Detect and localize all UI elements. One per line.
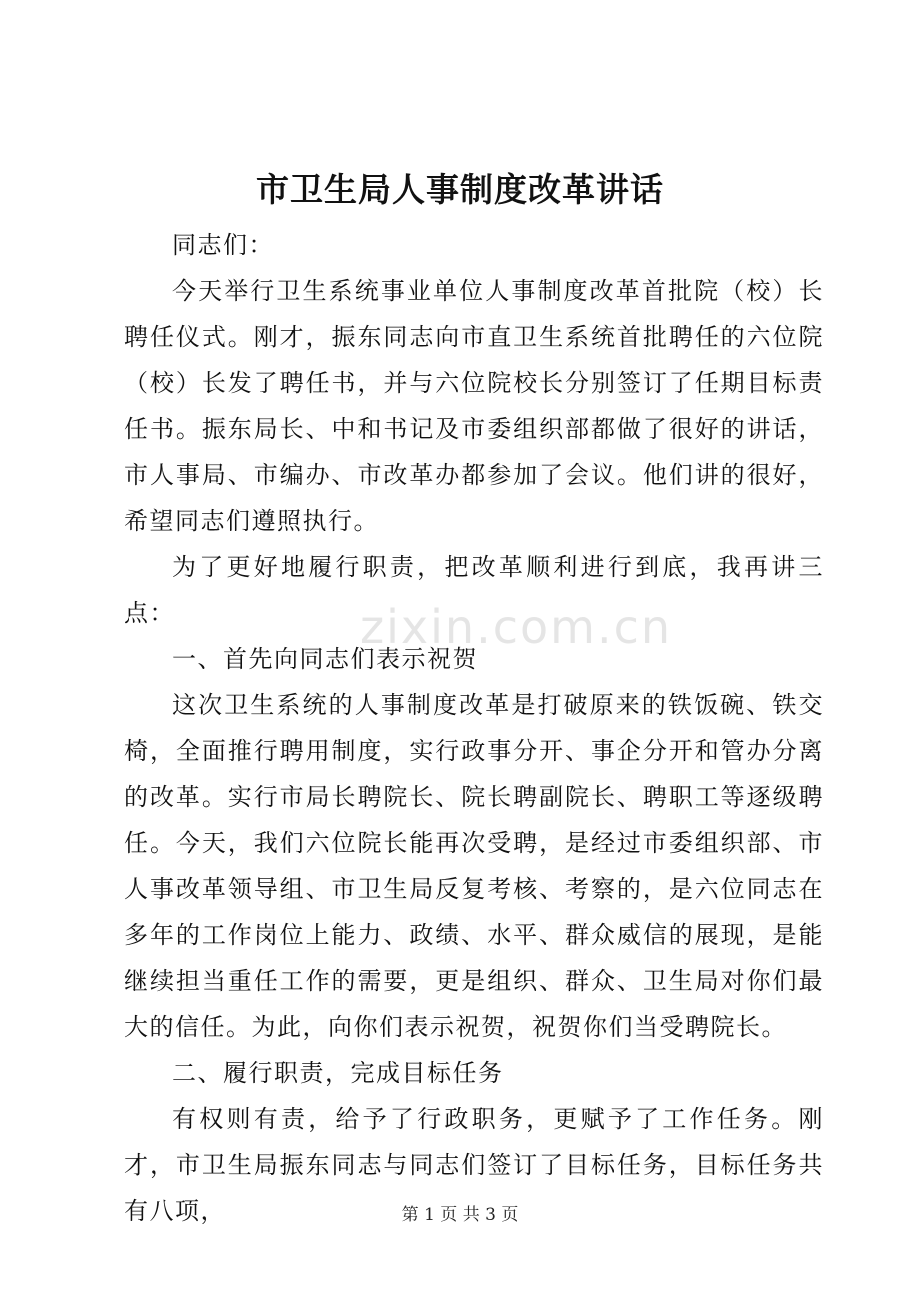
paragraph: 有权则有责，给予了行政职务，更赋予了工作任务。刚才，市卫生局振东同志与同志们签订了目标任务，目标任务共有八项， [124, 1105, 824, 1225]
document-title: 市卫生局人事制度改革讲话 [256, 170, 664, 209]
page-footer: 第 1 页 共 3 页 [401, 1205, 519, 1225]
watermark: zixin.com.cn [360, 600, 673, 654]
paragraph: 今天举行卫生系统事业单位人事制度改革首批院（校）长聘任仪式。刚才，振东同志向市直卫生系统首批聘任的六位院（校）长发了聘任书，并与六位院校长分别签订了任期目标责任书。振东局长、中和书记及市委组织部都做了很好的讲话，市人事局、市编办、市改革办都参加了会议。他们讲的很好，希望同志们遵照执行。 [124, 277, 824, 535]
paragraph: 这次卫生系统的人事制度改革是打破原来的铁饭碗、铁交椅，全面推行聘用制度，实行政事分开、事企分开和管办分离的改革。实行市局长聘院长、院长聘副院长、聘职工等逐级聘任。今天，我们六位院长能再次受聘，是经过市委组织部、市人事改革领导组、市卫生局反复考核、考察的，是六位同志在多年的工作岗位上能力、政绩、水平、群众威信的展现，是能继续担当重任工作的需要，更是组织、群众、卫生局对你们最大的信任。为此，向你们表示祝贺，祝贺你们当受聘院长。 [124, 691, 824, 1041]
document-body [124, 222, 824, 1234]
section-heading: 二、履行职责，完成目标任务 [172, 1059, 504, 1087]
paragraph: 为了更好地履行职责，把改革顺利进行到底，我再讲三点： [124, 553, 824, 627]
salutation: 同志们： [172, 231, 274, 259]
section-heading: 一、首先向同志们表示祝贺 [172, 645, 478, 673]
